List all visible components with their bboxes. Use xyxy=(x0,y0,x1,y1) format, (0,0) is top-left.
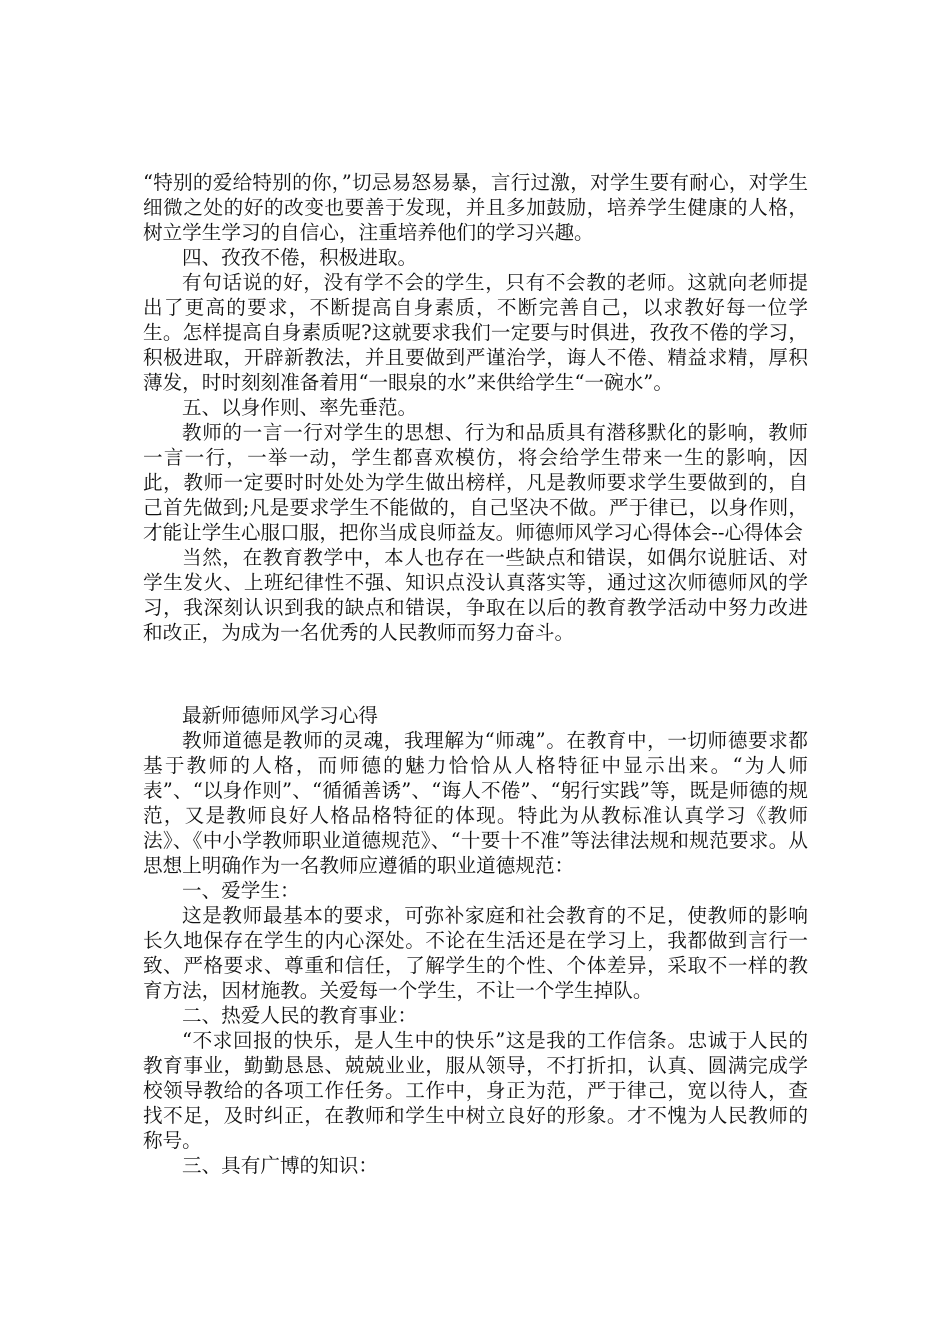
heading-broad-knowledge: 三、具有广博的知识： xyxy=(182,1154,378,1177)
section-gap xyxy=(143,645,808,703)
section-title: 最新师德师风学习心得 xyxy=(182,704,378,727)
paragraph-teacher-soul: 教师道德是教师的灵魂，我理解为“师魂”。在教育中，一切师德要求都基于教师的人格，而师德的魅力恰恰从人格特征中显示出来。“为人师表”、“以身作则”、“循循善诱”、“诲人不倦”、“躬行实践”等，既是师德的规范，又是教师良好人格品格特征的体现。特此为从教标准认真学习《教师法》、《中小学教师职业道德规范》、“十要十不准”等法律法规和规范要求。从思想上明确作为一名教师应遵循的职业道德规范： xyxy=(143,729,808,877)
heading-lead-by-example: 五、以身作则、率先垂范。 xyxy=(182,396,418,419)
paragraph-self-improvement: 有句话说的好，没有学不会的学生，只有不会教的老师。这就向老师提出了更高的要求，不断提高自身素质，不断完善自己，以求教好每一位学生。怎样提高自身素质呢?这就要求我们一定要与时俱进，孜孜不倦的学习，积极进取，开辟新教法，并且要做到严谨治学，诲人不倦、精益求精，厚积薄发，时时刻刻准备着用“一眼泉的水”来供给学生“一碗水”。 xyxy=(143,271,808,394)
heading-love-students: 一、爱学生： xyxy=(182,879,300,902)
document-body xyxy=(143,170,808,1178)
paragraph-love-students: 这是教师最基本的要求，可弥补家庭和社会教育的不足，使教师的影响长久地保存在学生的内心深处。不论在生活还是在学习上，我都做到言行一致、严格要求、尊重和信任，了解学生的个性、个体差异，采取不一样的教育方法，因材施教。关爱每一个学生，不让一个学生掉队。 xyxy=(143,904,808,1002)
paragraph-patience: “特别的爱给特别的你，”切忌易怒易暴，言行过激，对学生要有耐心，对学生细微之处的好的改变也要善于发现，并且多加鼓励，培养学生健康的人格，树立学生学习的自信心，注重培养他们的学习兴趣。 xyxy=(143,171,808,244)
paragraph-self-reflection: 当然，在教育教学中，本人也存在一些缺点和错误，如偶尔说脏话、对学生发火、上班纪律性不强、知识点没认真落实等，通过这次师德师风的学习，我深刻认识到我的缺点和错误，争取在以后的教育教学活动中努力改进和改正，为成为一名优秀的人民教师而努力奋斗。 xyxy=(143,546,808,644)
heading-perseverance: 四、孜孜不倦，积极进取。 xyxy=(182,246,418,269)
paragraph-love-education: “不求回报的快乐，是人生中的快乐”这是我的工作信条。忠诚于人民的教育事业，勤勤恳恳、兢兢业业，服从领导，不打折扣，认真、圆满完成学校领导教给的各项工作任务。工作中，身正为范，严于律己，宽以待人，查找不足，及时纠正，在教师和学生中树立良好的形象。才不愧为人民教师的称号。 xyxy=(143,1029,808,1152)
paragraph-role-model: 教师的一言一行对学生的思想、行为和品质具有潜移默化的影响，教师一言一行，一举一动，学生都喜欢模仿，将会给学生带来一生的影响，因此，教师一定要时时处处为学生做出榜样，凡是教师要求学生要做到的，自己首先做到;凡是要求学生不能做的，自己坚决不做。严于律已，以身作则，才能让学生心服口服，把你当成良师益友。师德师风学习心得体会--心得体会 xyxy=(143,421,808,544)
heading-love-education: 二、热爱人民的教育事业： xyxy=(182,1004,418,1027)
